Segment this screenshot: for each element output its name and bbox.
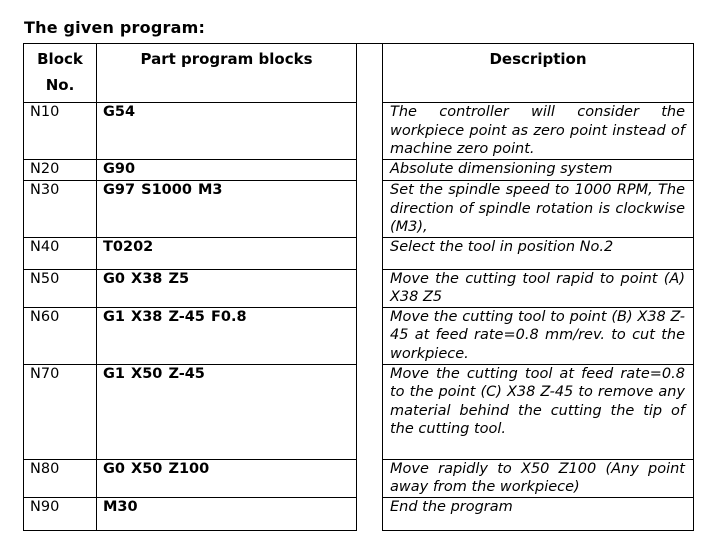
table-row — [24, 103, 694, 160]
table-row — [24, 160, 694, 181]
program-code: T0202 — [97, 237, 357, 269]
block-description: Select the tool in position No.2 — [383, 237, 694, 269]
header-description: Description — [383, 44, 694, 103]
block-number: N30 — [24, 181, 97, 238]
header-part-program: Part program blocks — [97, 44, 357, 103]
block-number: N70 — [24, 364, 97, 459]
block-number: N60 — [24, 307, 97, 364]
block-number: N90 — [24, 497, 97, 530]
program-code: M30 — [97, 497, 357, 530]
program-code: G90 — [97, 160, 357, 181]
block-description: Move rapidly to X50 Z100 (Any point away from the workpiece) — [383, 459, 694, 497]
program-code: G0 X38 Z5 — [97, 269, 357, 307]
table-row — [24, 459, 694, 497]
block-number: N40 — [24, 237, 97, 269]
block-description: Move the cutting tool to point (B) X38 Z-45 at feed rate=0.8 mm/rev. to cut the workpiece. — [383, 307, 694, 364]
block-number: N50 — [24, 269, 97, 307]
block-description: Set the spindle speed to 1000 RPM, The direction of spindle rotation is clockwise (M3), — [383, 181, 694, 238]
header-block-line2: No. — [45, 76, 75, 94]
header-block-no — [24, 44, 97, 103]
block-description: The controller will consider the workpiece point as zero point instead of machine zero point. — [383, 103, 694, 160]
table-row — [24, 364, 694, 459]
program-table — [23, 43, 694, 531]
program-code: G97 S1000 M3 — [97, 181, 357, 238]
table-row — [24, 237, 694, 269]
block-description: End the program — [383, 497, 694, 530]
program-code: G0 X50 Z100 — [97, 459, 357, 497]
header-block-line1: Block — [37, 50, 83, 68]
header-row — [24, 44, 694, 103]
table-row — [24, 307, 694, 364]
table-row — [24, 497, 694, 530]
block-number: N80 — [24, 459, 97, 497]
block-number: N20 — [24, 160, 97, 181]
program-code: G54 — [97, 103, 357, 160]
page-title: The given program: — [24, 18, 206, 37]
block-description: Move the cutting tool rapid to point (A) X38 Z5 — [383, 269, 694, 307]
program-code: G1 X38 Z-45 F0.8 — [97, 307, 357, 364]
block-number: N10 — [24, 103, 97, 160]
block-description: Move the cutting tool at feed rate=0.8 to the point (C) X38 Z-45 to remove any material behind the cutting the tip of the cutting tool. — [383, 364, 694, 459]
block-description: Absolute dimensioning system — [383, 160, 694, 181]
program-code: G1 X50 Z-45 — [97, 364, 357, 459]
table-row — [24, 181, 694, 238]
table-row — [24, 269, 694, 307]
